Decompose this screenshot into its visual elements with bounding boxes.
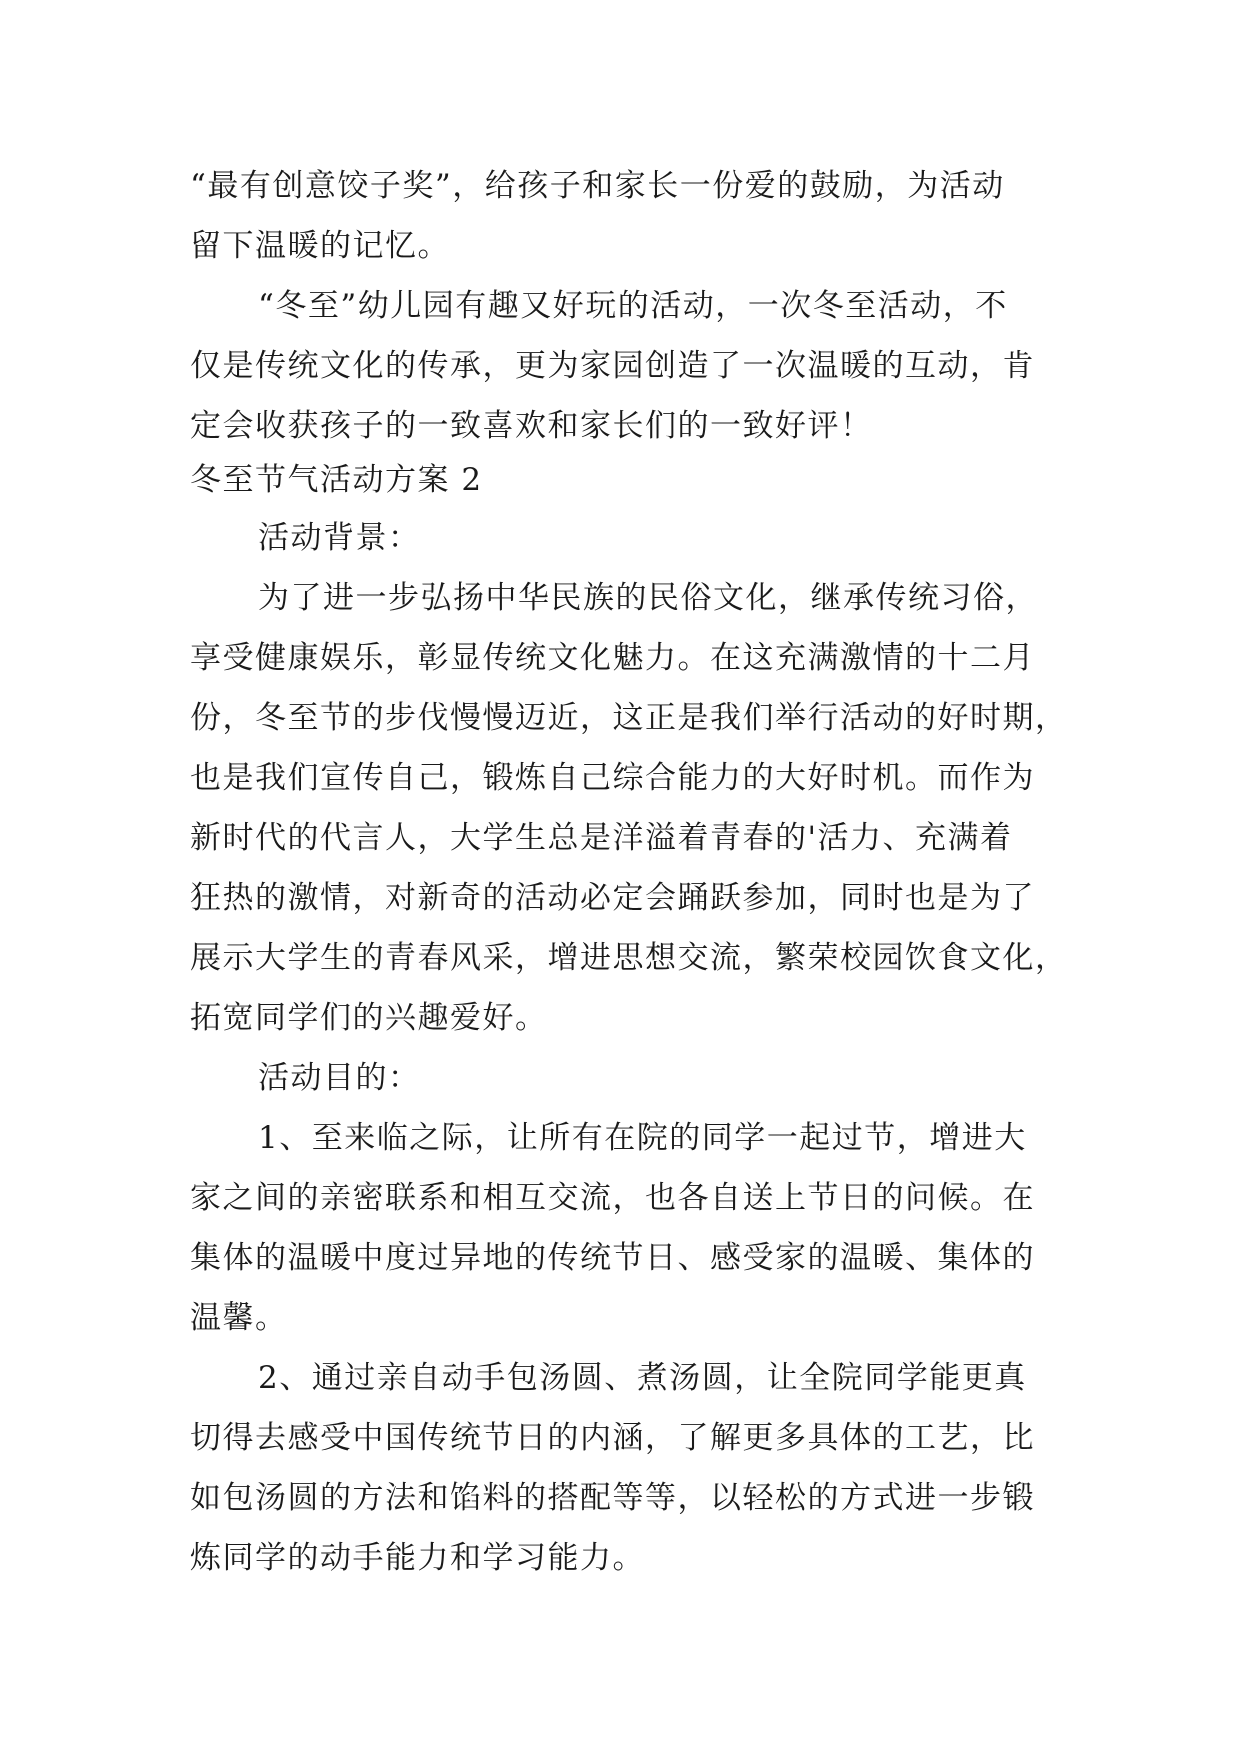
body-text-line: “冬至”幼儿园有趣又好玩的活动，一次冬至活动，不 <box>258 288 1008 324</box>
body-text-line: 2、通过亲自动手包汤圆、煮汤圆，让全院同学能更真 <box>258 1360 1027 1396</box>
body-text-line: 炼同学的动手能力和学习能力。 <box>190 1540 645 1576</box>
body-text-line: 新时代的代言人，大学生总是洋溢着青春的'活力、充满着 <box>190 820 1013 856</box>
body-text-line: 如包汤圆的方法和馅料的搭配等等，以轻松的方式进一步锻 <box>190 1480 1035 1516</box>
body-text-line: “最有创意饺子奖”，给孩子和家长一份爱的鼓励，为活动 <box>190 168 1005 204</box>
body-text-line: 家之间的亲密联系和相互交流，也各自送上节日的问候。在 <box>190 1180 1035 1216</box>
body-text-line: 也是我们宣传自己，锻炼自己综合能力的大好时机。而作为 <box>190 760 1035 796</box>
body-text-line: 定会收获孩子的一致喜欢和家长们的一致好评！ <box>190 408 873 444</box>
body-text-line: 份，冬至节的步伐慢慢迈近，这正是我们举行活动的好时期， <box>190 700 1068 736</box>
body-text-line: 切得去感受中国传统节日的内涵，了解更多具体的工艺，比 <box>190 1420 1035 1456</box>
body-text-line: 为了进一步弘扬中华民族的民俗文化，继承传统习俗， <box>258 580 1038 616</box>
body-text-line: 狂热的激情，对新奇的活动必定会踊跃参加，同时也是为了 <box>190 880 1035 916</box>
body-text-line: 拓宽同学们的兴趣爱好。 <box>190 1000 548 1036</box>
body-text-line: 温馨。 <box>190 1300 288 1336</box>
body-text-line: 留下温暖的记忆。 <box>190 228 450 264</box>
subheading-background: 活动背景： <box>258 520 421 556</box>
section-heading: 冬至节气活动方案 2 <box>190 462 483 498</box>
body-text-line: 1、至来临之际，让所有在院的同学一起过节，增进大 <box>258 1120 1027 1156</box>
body-text-line: 享受健康娱乐，彰显传统文化魅力。在这充满激情的十二月 <box>190 640 1035 676</box>
body-text-line: 展示大学生的青春风采，增进思想交流，繁荣校园饮食文化， <box>190 940 1068 976</box>
subheading-purpose: 活动目的： <box>258 1060 421 1096</box>
body-text-line: 集体的温暖中度过异地的传统节日、感受家的温暖、集体的 <box>190 1240 1035 1276</box>
body-text-line: 仅是传统文化的传承，更为家园创造了一次温暖的互动，肯 <box>190 348 1035 384</box>
